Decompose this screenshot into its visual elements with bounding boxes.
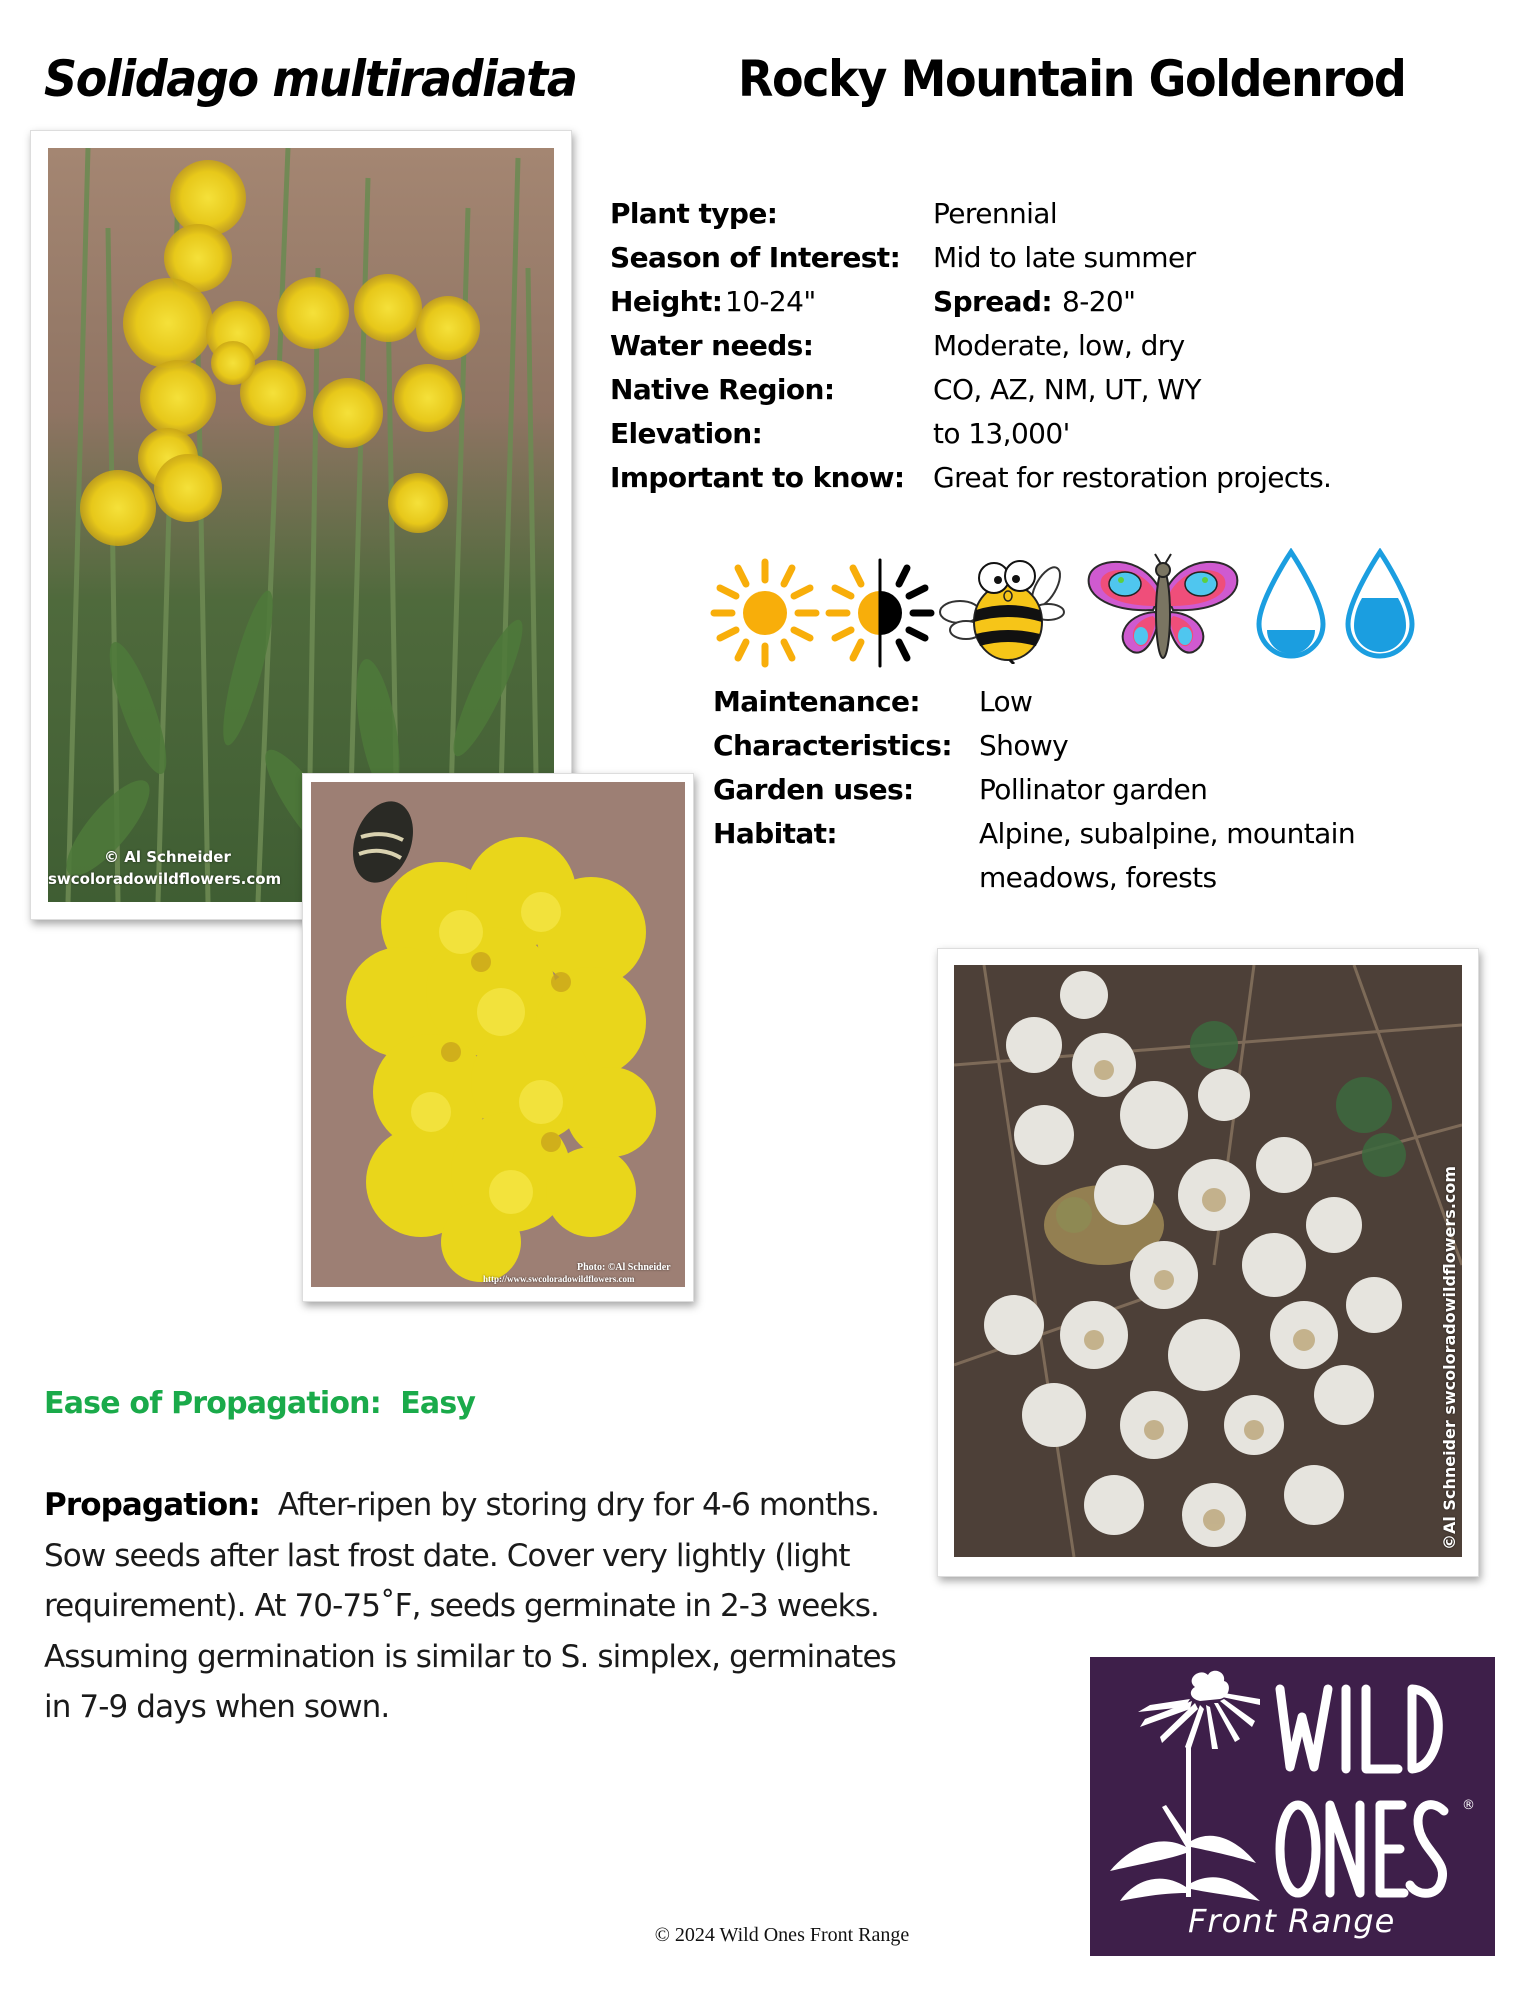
plant-facts-table — [610, 192, 1410, 500]
bee-icon — [938, 552, 1068, 664]
registered-mark: ® — [1462, 1798, 1475, 1813]
closeup-photo-frame — [302, 773, 694, 1302]
goldenrod-bee-image — [311, 782, 685, 1287]
ease-label: Ease of Propagation: — [44, 1386, 381, 1421]
goldenrod-seedhead-image — [954, 965, 1462, 1557]
seedhead-photo — [954, 965, 1462, 1557]
fact-row-important — [610, 456, 1410, 500]
fact-row-elevation — [610, 412, 1410, 456]
fact-value: Showy — [979, 729, 1069, 762]
fact-label-height: Height: — [610, 285, 723, 318]
fact-label: Native Region: — [610, 373, 835, 406]
fact-label: Characteristics: — [713, 729, 952, 762]
fact-value-height: 10-24" — [725, 285, 816, 318]
ease-value: Easy — [400, 1386, 476, 1421]
logo-front-range: Front Range — [1188, 1902, 1396, 1940]
seedhead-photo-frame — [937, 948, 1479, 1577]
fact-value: to 13,000' — [933, 417, 1070, 450]
fact-label: Important to know: — [610, 461, 905, 494]
fact-value: Moderate, low, dry — [933, 329, 1185, 362]
fact-label: Water needs: — [610, 329, 814, 362]
attribute-icons-row — [708, 548, 1428, 663]
propagation-paragraph — [44, 1480, 904, 1733]
fact-label: Habitat: — [713, 817, 838, 850]
main-photo-caption-url: swcoloradowildflowers.com — [48, 870, 282, 888]
fact-label: Elevation: — [610, 417, 763, 450]
fact-value: Mid to late summer — [933, 241, 1196, 274]
common-name-title: Rocky Mountain Goldenrod — [738, 50, 1406, 108]
closeup-photo-caption: Photo: ©Al Schneider — [577, 1262, 671, 1273]
fact-row-season — [610, 236, 1410, 280]
fact-row-water — [610, 324, 1410, 368]
fact-value: Alpine, subalpine, mountain — [979, 817, 1355, 850]
fact-row-plant-type — [610, 192, 1410, 236]
fact-row-garden-uses — [713, 768, 1433, 812]
fact-value: Perennial — [933, 197, 1058, 230]
fact-value: CO, AZ, NM, UT, WY — [933, 373, 1201, 406]
propagation-label: Propagation: — [44, 1487, 260, 1523]
fact-value: meadows, forests — [979, 861, 1217, 894]
fact-label: Garden uses: — [713, 773, 914, 806]
wild-ones-logo — [1090, 1657, 1495, 1956]
water-medium-icon — [1342, 548, 1418, 663]
full-sun-icon — [710, 558, 820, 668]
fact-row-height-spread — [610, 280, 1410, 324]
fact-row-habitat-cont — [713, 856, 1433, 900]
closeup-bee-photo — [311, 782, 685, 1287]
fact-label: Season of Interest: — [610, 241, 901, 274]
fact-row-habitat — [713, 812, 1433, 856]
fact-label: Maintenance: — [713, 685, 921, 718]
propagation-text: After-ripen by storing dry for 4-6 months. Sow seeds after last frost date. Cover very lightly (light requirement). At 70-75˚F, seeds germinate in 2-3 weeks. Assuming germination is similar to S. simplex, germinates in 7-9 days when sown. — [44, 1487, 896, 1725]
fact-value: Great for restoration projects. — [933, 461, 1332, 494]
fact-row-native-region — [610, 368, 1410, 412]
fact-label: Plant type: — [610, 197, 778, 230]
water-low-icon — [1253, 548, 1329, 663]
fact-value: Pollinator garden — [979, 773, 1208, 806]
closeup-photo-caption-url: http://www.swcoloradowildflowers.com — [483, 1274, 635, 1284]
main-photo-caption: © Al Schneider — [104, 848, 231, 866]
plant-characteristics-table — [713, 680, 1433, 900]
footer-copyright: © 2024 Wild Ones Front Range — [654, 1924, 910, 1946]
ease-of-propagation — [44, 1386, 475, 1421]
scientific-name-title: Solidago multiradiata — [44, 50, 577, 108]
seedhead-photo-caption: ©Al Schneider swcoloradowildflowers.com — [1440, 1165, 1459, 1550]
butterfly-icon — [1083, 552, 1243, 664]
fact-row-maintenance — [713, 680, 1433, 724]
fact-label-spread: Spread: — [933, 285, 1052, 318]
fact-value: Low — [979, 685, 1033, 718]
part-shade-icon — [825, 558, 935, 668]
fact-row-characteristics — [713, 724, 1433, 768]
fact-value-spread: 8-20" — [1062, 285, 1136, 318]
